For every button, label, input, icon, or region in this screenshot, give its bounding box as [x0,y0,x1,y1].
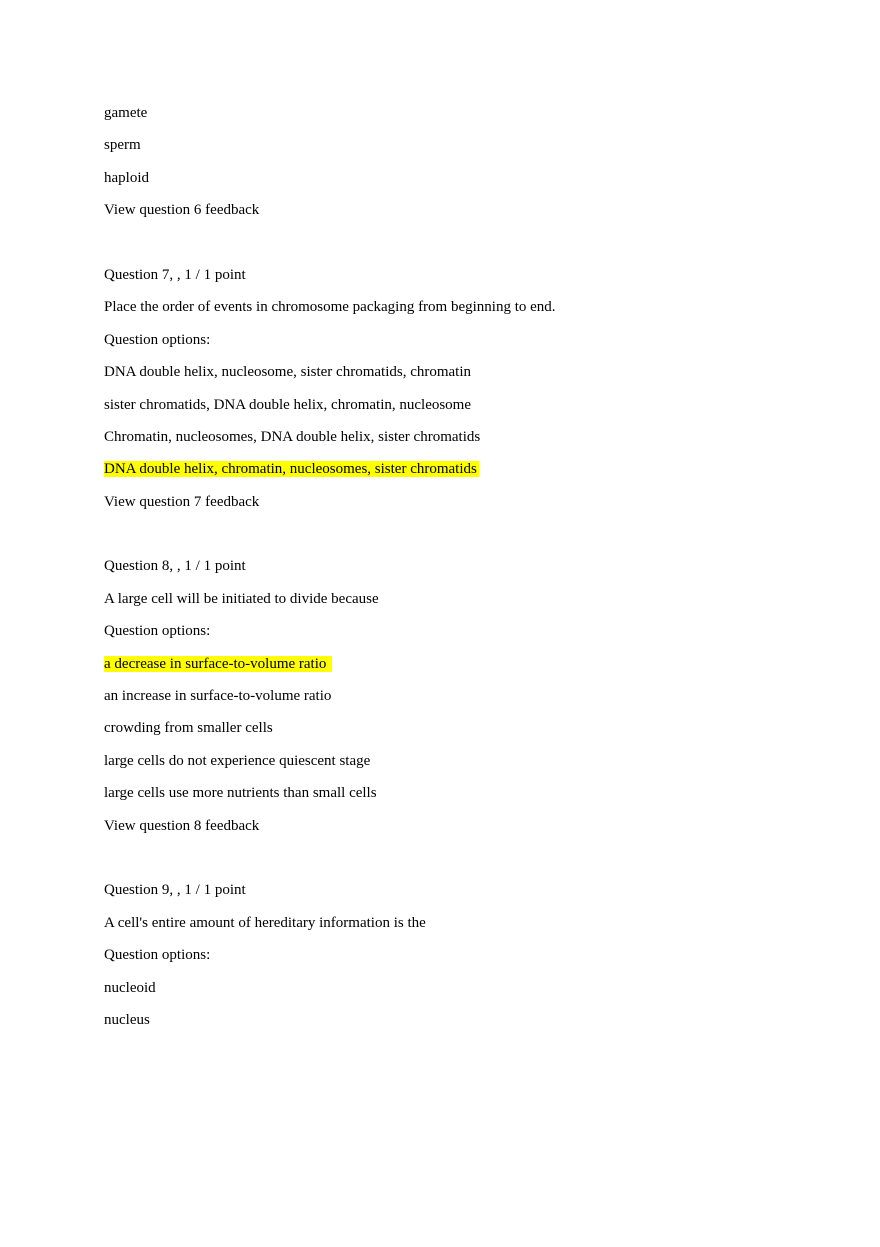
spacer [104,233,804,265]
answer-option: nucleoid [104,979,156,996]
question-prompt-q8: A large cell will be initiated to divide because [104,590,379,607]
answer-option: gamete [104,105,148,121]
options-label: Question options: [104,623,211,640]
options-label: Question options: [104,331,211,348]
feedback-link-q6[interactable]: View question 6 feedback [104,202,260,219]
options-label: Question options: [104,947,211,964]
highlighted-answer: DNA double helix, chromatin, nucleosomes, sister chromatids [104,461,477,478]
answer-option: large cells do not experience quiescent stage [104,752,371,769]
answer-option: sperm [104,137,141,154]
question-prompt-q7: Place the order of events in chromosome packaging from beginning to end. [104,299,556,316]
highlighted-answer: a decrease in surface-to-volume ratio [104,655,331,672]
answer-option: large cells use more nutrients than small cells [104,785,377,802]
feedback-link-q8[interactable]: View question 8 feedback [104,817,260,834]
question-prompt-q9: A cell's entire amount of hereditary information is the [104,914,426,931]
answer-option: sister chromatids, DNA double helix, chromatin, nucleosome [104,396,472,413]
answer-option: DNA double helix, nucleosome, sister chromatids, chromatin [104,364,472,381]
question-header-q7: Question 7, , 1 / 1 point [104,266,246,283]
answer-option: nucleus [104,1011,150,1028]
answer-option: an increase in surface-to-volume ratio [104,688,332,705]
answer-option: haploid [104,169,149,186]
spacer [104,524,804,556]
answer-option-highlighted [104,654,804,674]
answer-option: crowding from smaller cells [104,720,273,737]
spacer [104,848,804,880]
answer-option-highlighted [104,459,804,479]
question-header-q9: Question 9, , 1 / 1 point [104,882,246,899]
answer-option: Chromatin, nucleosomes, DNA double helix, sister chromatids [104,428,481,445]
document-content [104,103,804,1042]
feedback-link-q7[interactable]: View question 7 feedback [104,493,260,510]
question-header-q8: Question 8, , 1 / 1 point [104,558,246,575]
